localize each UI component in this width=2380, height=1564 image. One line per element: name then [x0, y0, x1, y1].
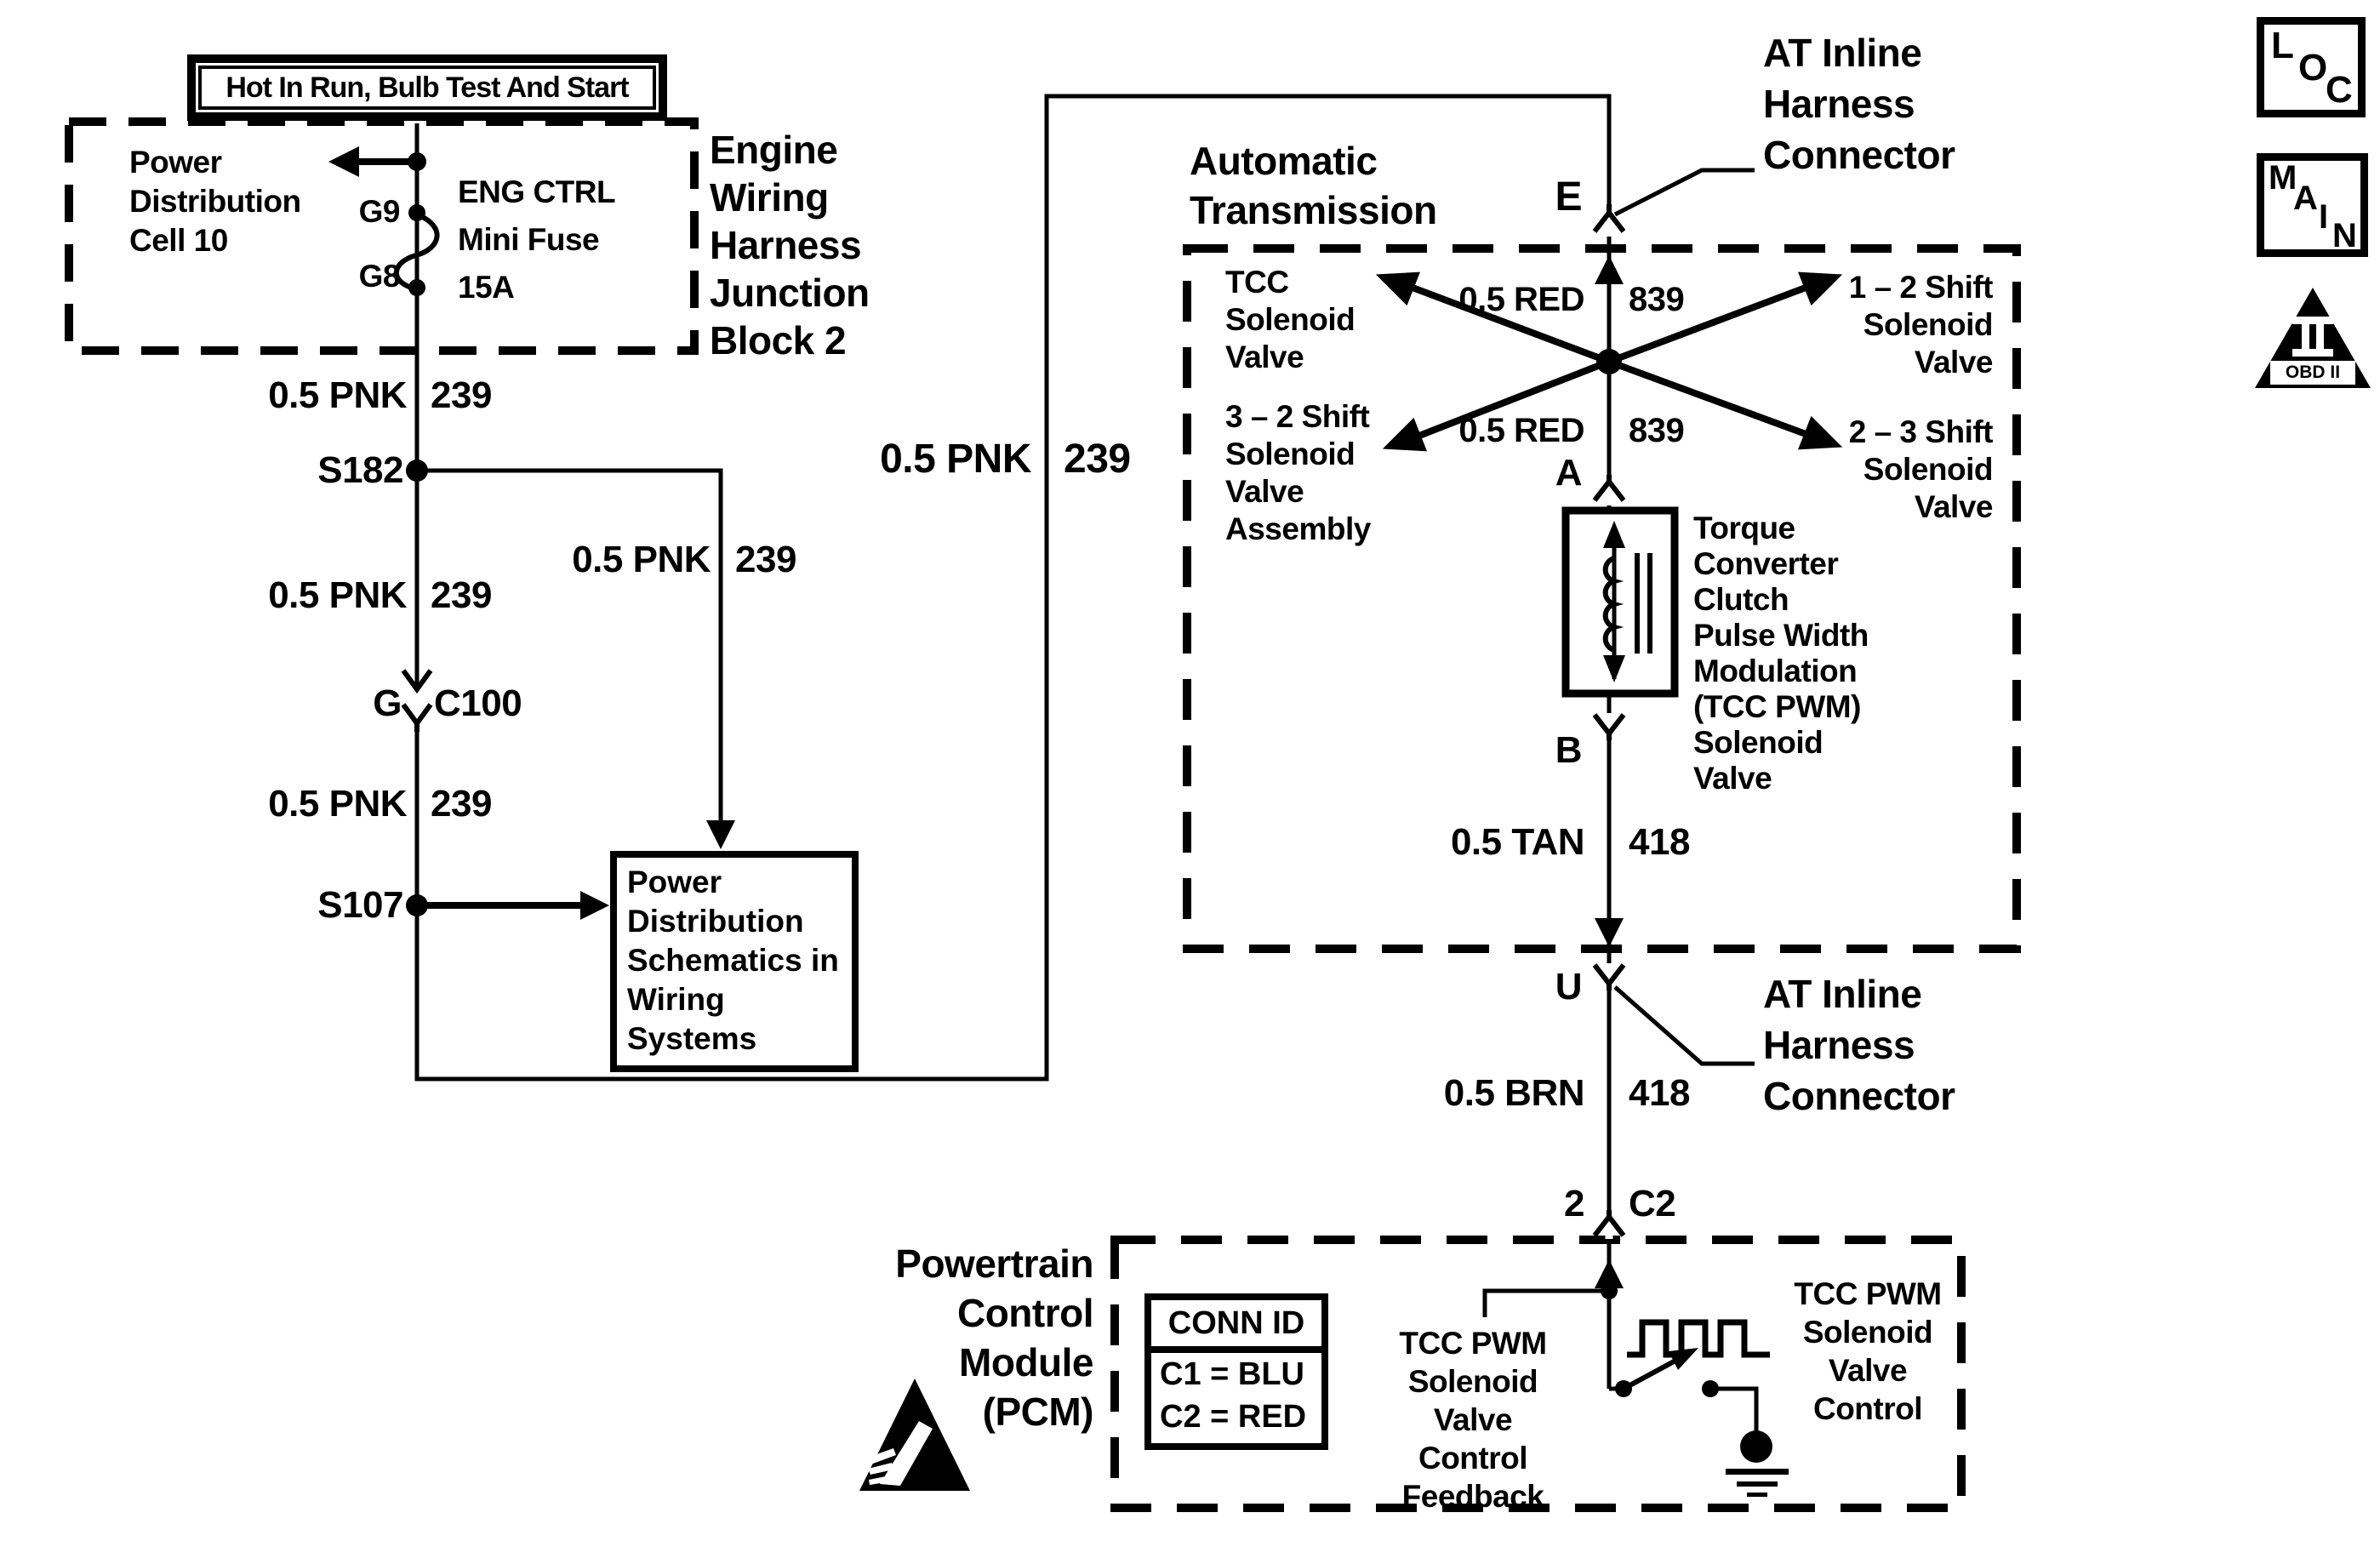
tcc-pwm-solenoid-symbol — [1566, 511, 1675, 694]
pwm-square-wave-icon — [1627, 1322, 1770, 1355]
wire-label-tan-circuit: 418 — [1629, 821, 1690, 863]
wire-label-brn-circuit: 418 — [1629, 1072, 1690, 1114]
connector-pin-b: B — [1555, 729, 1582, 771]
wire-label-red-1-circuit: 839 — [1629, 281, 1685, 318]
dot-solenoid-hub — [1596, 349, 1622, 374]
splice-s182: S182 — [317, 449, 403, 491]
transmission-title: Automatic Transmission — [1190, 139, 1437, 232]
wire-label-pnk-long-left: 0.5 PNK — [880, 437, 1031, 482]
coil-core-bar — [1647, 553, 1652, 654]
coil-core-bar — [1635, 553, 1640, 654]
arrowhead-cell10 — [328, 146, 359, 177]
pcm-control-label: TCC PWM Solenoid Valve Control — [1794, 1276, 1942, 1426]
wire-label-red-2-left: 0.5 RED — [1458, 412, 1584, 449]
leader-u — [1615, 987, 1755, 1064]
tcc-solenoid-valve-label: TCC Solenoid Valve — [1225, 265, 1356, 374]
junction-block-title: Engine Wiring Harness Junction Block 2 — [710, 128, 870, 362]
arrowhead-tcc — [1384, 276, 1415, 300]
tcc-pwm-solenoid-valve-label: Torque Converter Clutch Pulse Width Modulation (TCC PWM) Solenoid Valve — [1693, 511, 1869, 796]
connector-c2-pin: 2 — [1564, 1183, 1584, 1224]
switch-contact-right — [1702, 1380, 1719, 1397]
dot-cell10 — [408, 152, 426, 171]
dot-pcm-junction — [1601, 1282, 1618, 1299]
splice-dots — [406, 152, 1622, 1299]
wire-label-red-1-left: 0.5 RED — [1458, 281, 1584, 318]
conn-id-header: CONN ID — [1151, 1300, 1321, 1353]
arrowhead-shift23 — [1803, 422, 1835, 446]
shift-2-3-solenoid-valve-label: 2 – 3 Shift Solenoid Valve — [1848, 414, 1993, 524]
fuse-pin-g8: G8 — [358, 259, 400, 294]
fuse-pin-g9: G9 — [358, 194, 400, 229]
wire-label-red-2-circuit: 839 — [1629, 412, 1685, 449]
connector-pin-u: U — [1555, 966, 1582, 1007]
cell10-reference: Power Distribution Cell 10 — [129, 145, 301, 258]
splice-s107: S107 — [317, 884, 403, 926]
power-mode-label: Hot In Run, Bulb Test And Start — [198, 66, 656, 110]
loc-legend-icon: L O C — [2257, 17, 2366, 117]
arrowhead-branch-down — [706, 820, 735, 849]
wire-feedback-tap — [1485, 1291, 1609, 1317]
arrowhead-trans-out — [1595, 918, 1624, 947]
connector-c2-name: C2 — [1629, 1183, 1676, 1224]
connector-c100-name: C100 — [434, 682, 522, 724]
connector-gaps — [417, 211, 1609, 1239]
dot-g9 — [408, 204, 425, 221]
dot-s182 — [406, 459, 428, 482]
connector-pin-a: A — [1555, 452, 1582, 494]
switch-arm-arrowhead — [1669, 1348, 1698, 1370]
wire-label-pnk-long-circuit: 239 — [1064, 437, 1131, 482]
wire-label-brn-left: 0.5 BRN — [1443, 1072, 1584, 1114]
coil-arrow-down — [1603, 655, 1625, 682]
dot-s107 — [406, 894, 428, 916]
wire-label-pnk-1-left: 0.5 PNK — [268, 374, 407, 416]
obd2-label: OBD II — [2270, 361, 2355, 385]
wire-label-pnk-1-circuit: 239 — [431, 374, 492, 416]
shift-1-2-solenoid-valve-label: 1 – 2 Shift Solenoid Valve — [1848, 270, 1993, 380]
connector-c100-pin: G — [373, 682, 402, 724]
leader-e — [1615, 170, 1755, 214]
arrowhead-shift12 — [1803, 276, 1835, 300]
power-distribution-ref-box: Power Distribution Schematics in Wiring Systems — [610, 851, 859, 1072]
conn-id-row-c2: C2 = RED — [1160, 1399, 1307, 1435]
wire-label-pnk-branch-left: 0.5 PNK — [572, 539, 711, 580]
arrowhead-s107 — [580, 891, 609, 920]
wire-switch-out — [1710, 1389, 1756, 1431]
shift-3-2-solenoid-valve-label: 3 – 2 Shift Solenoid Valve Assembly — [1225, 399, 1371, 546]
wire-label-pnk-3-circuit: 239 — [431, 783, 492, 825]
wire-label-pnk-branch-circuit: 239 — [735, 539, 796, 580]
main-legend-icon: M A I N — [2257, 153, 2368, 257]
wire-label-pnk-3-left: 0.5 PNK — [268, 783, 407, 825]
wire-label-pnk-2-left: 0.5 PNK — [268, 574, 407, 616]
connector-pin-e: E — [1555, 174, 1582, 220]
dot-g8 — [408, 279, 425, 296]
conn-id-table — [1144, 1293, 1328, 1450]
wire-arrowheads — [328, 146, 1624, 1288]
ground-icon — [1726, 1430, 1789, 1497]
arrowhead-trans-in — [1595, 255, 1624, 284]
conn-id-row-c1: C1 = BLU — [1160, 1356, 1304, 1392]
arrowhead-shift32 — [1390, 424, 1422, 448]
fuse-name: ENG CTRL Mini Fuse 15A — [458, 174, 616, 305]
coil-arrow-up — [1603, 521, 1625, 548]
wire-label-tan-left: 0.5 TAN — [1450, 821, 1584, 863]
pcm-title: Powertrain Control Module (PCM) — [895, 1241, 1093, 1434]
wire-label-pnk-2-circuit: 239 — [431, 574, 492, 616]
power-mode-title-box — [187, 54, 667, 121]
pcm-feedback-label: TCC PWM Solenoid Valve Control Feedback — [1399, 1326, 1547, 1514]
at-inline-connector-callout-bottom: AT Inline Harness Connector — [1763, 972, 1955, 1118]
at-inline-connector-callout-top: AT Inline Harness Connector — [1763, 31, 1955, 177]
